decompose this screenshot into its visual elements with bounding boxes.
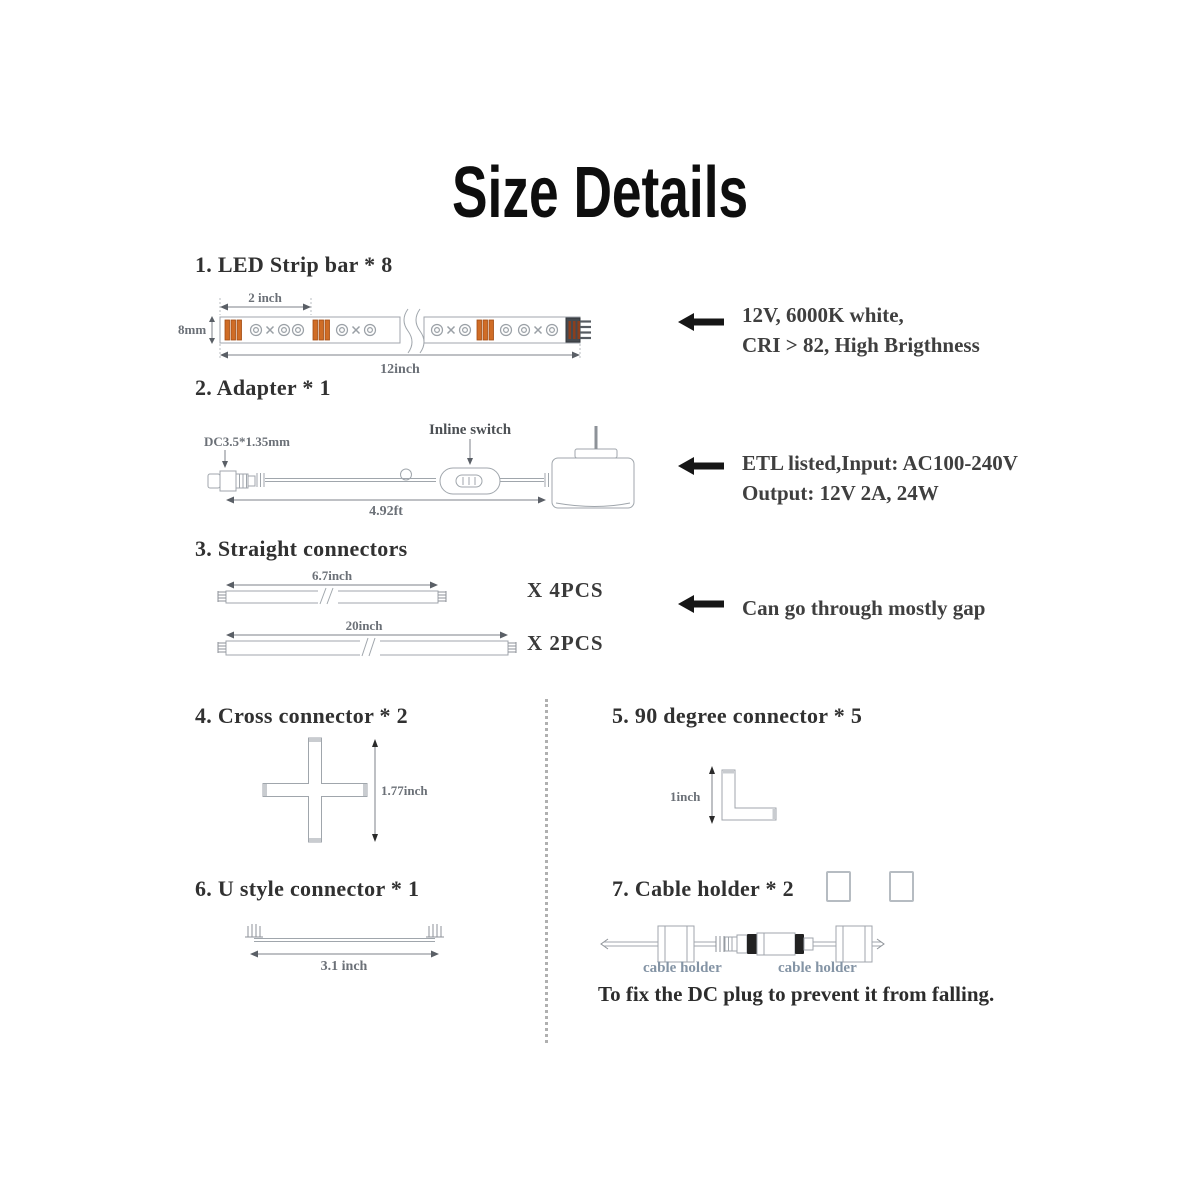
section-divider [545, 699, 548, 1043]
u-connector-right-pins [426, 924, 444, 937]
cable-holder-2 [836, 926, 872, 962]
cable-length-dimension [226, 497, 546, 520]
u-connector-diagram [232, 914, 457, 976]
section-straight-connectors-heading: 3. Straight connectors [195, 536, 408, 561]
degree-connector-diagram [650, 750, 810, 842]
dc-plug-connection [716, 933, 813, 955]
dc-plug-label: DC3.5*1.35mm [204, 434, 290, 449]
degree-dimension-label: 1inch [670, 789, 701, 804]
u-connector-dimension [250, 951, 439, 975]
long-connector-length-label: 20inch [345, 618, 383, 633]
cable-length-label: 4.92ft [369, 504, 403, 519]
pitch-label: 2 inch [248, 290, 282, 305]
section-degree-connector-heading: 5. 90 degree connector * 5 [612, 703, 863, 728]
adapter-annotation-line2: Output: 12V 2A, 24W [742, 481, 939, 505]
cross-connector-body [263, 738, 367, 842]
adapter-diagram [178, 418, 648, 518]
led-strip-diagram [178, 292, 618, 377]
end-connector [566, 318, 591, 342]
strip-height-label: 8mm [178, 322, 207, 337]
led-annotation [742, 300, 980, 360]
short-connector-qty: X 4PCS [527, 578, 604, 602]
section-led-strip-heading: 1. LED Strip bar * 8 [195, 252, 393, 277]
section-u-connector-heading: 6. U style connector * 1 [195, 876, 420, 901]
cross-dimension-label: 1.77inch [381, 783, 428, 798]
led-annotation-line1: 12V, 6000K white, [742, 303, 904, 327]
callout-arrow-icon [678, 594, 724, 614]
u-connector-wire [254, 939, 435, 942]
callout-arrow-icon [678, 312, 724, 332]
short-connector-break [318, 588, 338, 605]
long-connector-qty: X 2PCS [527, 631, 604, 655]
inline-switch [440, 468, 500, 494]
straight-connector-short-diagram [212, 570, 462, 612]
pitch-dimension [220, 290, 311, 315]
cable-holder-label-1: cable holder [643, 960, 722, 976]
strip-height-dimension [209, 316, 215, 344]
cable-holder-1 [658, 926, 694, 962]
length-dimension [220, 344, 580, 377]
break-symbol [404, 309, 424, 353]
degree-connector-body [722, 770, 776, 820]
cable-holder-note: To fix the DC plug to prevent it from falling. [598, 982, 995, 1006]
led-annotation-line2: CRI > 82, High Brigthness [742, 333, 980, 357]
degree-dimension [709, 766, 715, 824]
length-label: 12inch [380, 362, 420, 377]
cable [265, 469, 544, 482]
adapter-annotation-line1: ETL listed,Input: AC100-240V [742, 451, 1018, 475]
section-cable-holder-heading: 7. Cable holder * 2 [612, 876, 794, 901]
cable-holder-clip-2 [889, 871, 914, 902]
dc-plug-pointer [222, 450, 228, 468]
callout-arrow-icon [678, 456, 724, 476]
dc-plug [208, 471, 264, 491]
u-dimension-label: 3.1 inch [320, 959, 368, 974]
cross-connector-diagram [255, 733, 485, 848]
inline-switch-label: Inline switch [428, 422, 512, 438]
u-connector-left-pins [245, 924, 263, 937]
long-connector-break [360, 638, 380, 657]
straight-connector-long-diagram [212, 620, 532, 665]
wire-left-end [601, 939, 608, 949]
section-adapter-heading: 2. Adapter * 1 [195, 375, 331, 400]
inline-switch-pointer [467, 439, 473, 465]
section-cross-connector-heading: 4. Cross connector * 2 [195, 703, 408, 728]
straight-connectors-annotation: Can go through mostly gap [742, 596, 986, 620]
cable-holder-label-2: cable holder [778, 960, 857, 976]
power-adapter-body [545, 426, 634, 508]
adapter-annotation [742, 448, 1018, 508]
short-connector-length-label: 6.7inch [311, 568, 353, 583]
cross-dimension [372, 739, 428, 842]
cable-holder-clip-1 [826, 871, 851, 902]
wire-right-end [877, 939, 884, 949]
page-title: Size Details [451, 153, 749, 233]
